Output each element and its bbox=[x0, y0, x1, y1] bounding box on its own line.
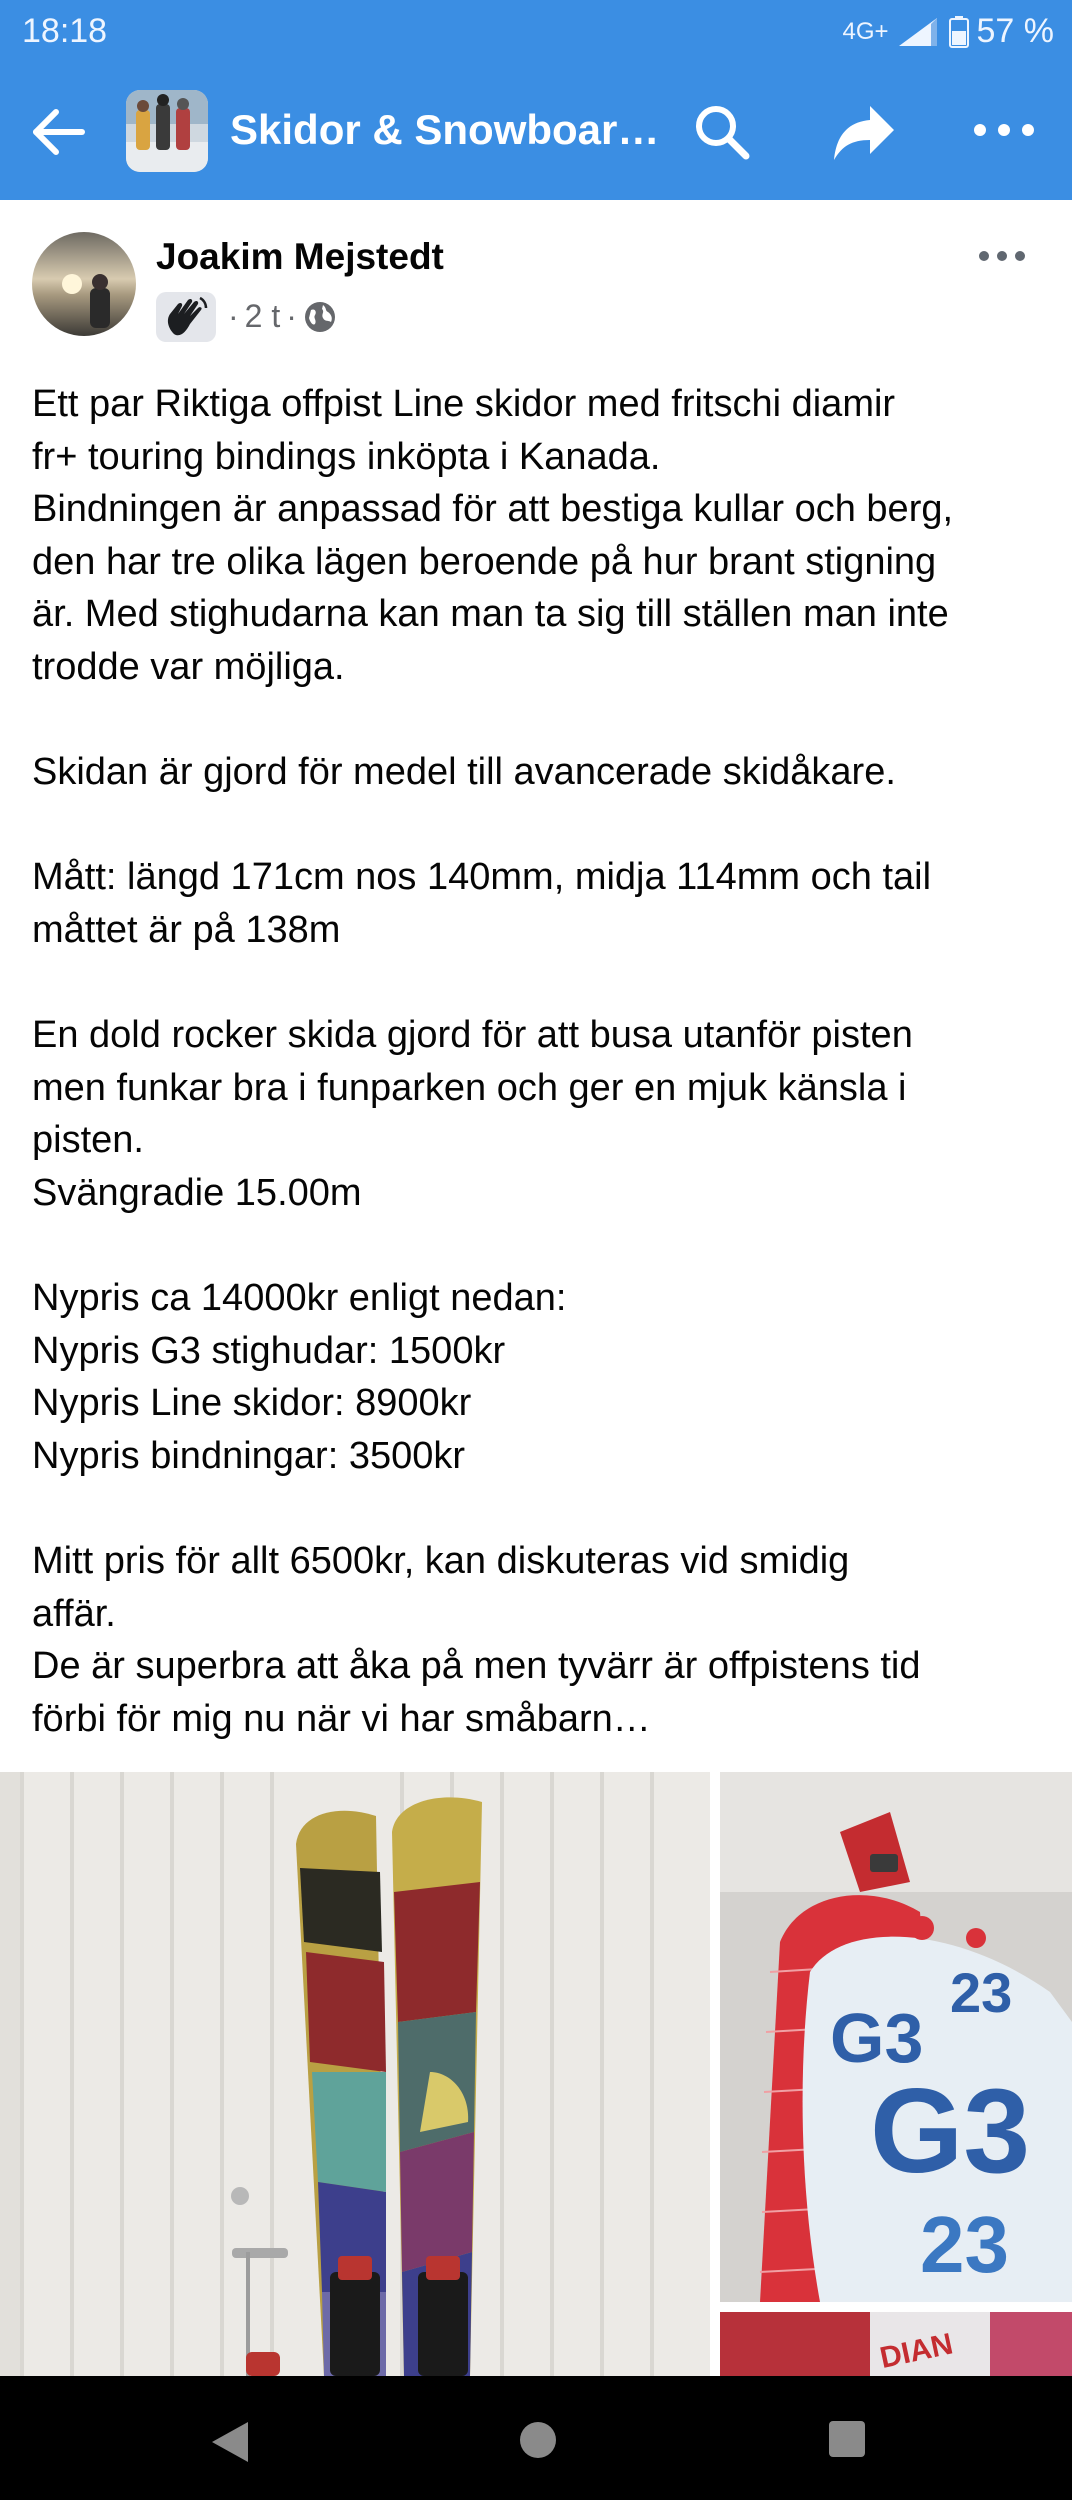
post-line-gap bbox=[32, 1220, 1052, 1273]
post-line: måttet är på 138m bbox=[32, 908, 341, 951]
svg-text:23: 23 bbox=[950, 1961, 1013, 2024]
meta-separator: · bbox=[286, 298, 297, 334]
post-line: förbi för mig nu när vi har småbarn… bbox=[32, 1697, 651, 1740]
post-line-gap bbox=[32, 799, 1052, 852]
post-more-icon[interactable] bbox=[978, 248, 1026, 264]
globe-icon bbox=[303, 300, 337, 334]
post-line-gap bbox=[32, 694, 1052, 747]
search-icon[interactable] bbox=[692, 102, 752, 162]
svg-text:G3: G3 bbox=[830, 1999, 924, 2077]
post-line: är. Med stighudarna kan man ta sig till ställen man inte bbox=[32, 593, 949, 636]
post-line: den har tre olika lägen beroende på hur brant stigning bbox=[32, 540, 937, 583]
post-line: Skidan är gjord för medel till avancerade skidåkare. bbox=[32, 751, 896, 794]
app-bar bbox=[0, 64, 1072, 200]
group-avatar[interactable] bbox=[126, 90, 208, 172]
status-time: 18:18 bbox=[22, 12, 108, 50]
post-meta bbox=[228, 298, 337, 335]
svg-text:23: 23 bbox=[920, 2200, 1009, 2289]
nav-back-icon[interactable] bbox=[208, 2420, 250, 2464]
nav-recent-apps-icon[interactable] bbox=[828, 2420, 866, 2458]
post-line: trodde var möjliga. bbox=[32, 645, 345, 688]
post-line-gap bbox=[32, 957, 1052, 1010]
author-name[interactable]: Joakim Mejstedt bbox=[156, 236, 444, 277]
group-title[interactable]: Skidor & Snowboar… bbox=[230, 106, 660, 153]
svg-text:DIAN: DIAN bbox=[877, 2327, 956, 2375]
post-photo-skins[interactable] bbox=[720, 1772, 1072, 2302]
post-line: Bindningen är anpassad för att bestiga kullar och berg, bbox=[32, 488, 954, 531]
svg-text:G3: G3 bbox=[870, 2064, 1031, 2198]
battery-percent: 57 % bbox=[976, 12, 1054, 50]
post-line: Ett par Riktiga offpist Line skidor med fritschi diamir bbox=[32, 383, 896, 425]
post-line: men funkar bra i funparken och ger en mjuk känsla i bbox=[32, 1066, 907, 1109]
post-photo-bindings[interactable] bbox=[720, 2312, 1072, 2376]
post-line: affär. bbox=[32, 1592, 116, 1635]
status-indicators bbox=[842, 12, 1054, 51]
system-nav-bar bbox=[0, 2376, 1072, 2500]
status-bar bbox=[0, 0, 1072, 64]
post-line: De är superbra att åka på men tyvärr är offpistens tid bbox=[32, 1645, 921, 1688]
post-line: Svängradie 15.00m bbox=[32, 1171, 362, 1214]
post-line: fr+ touring bindings inköpta i Kanada. bbox=[32, 435, 661, 478]
battery-icon bbox=[949, 16, 969, 48]
back-arrow-icon[interactable] bbox=[30, 104, 86, 160]
post-line: Mått: längd 171cm nos 140mm, midja 114mm och tail bbox=[32, 856, 932, 899]
post-line: Mitt pris för allt 6500kr, kan diskuteras vid smidig bbox=[32, 1540, 850, 1583]
post-line-gap bbox=[32, 1482, 1052, 1535]
post-text bbox=[32, 378, 1052, 1745]
signal-icon bbox=[897, 16, 941, 48]
meta-separator: · bbox=[228, 298, 239, 334]
more-icon[interactable] bbox=[972, 118, 1036, 142]
post-line: Nypris ca 14000kr enligt nedan: bbox=[32, 1277, 567, 1320]
waving-hand-icon bbox=[156, 292, 216, 342]
post-line: En dold rocker skida gjord för att busa utanför pisten bbox=[32, 1014, 913, 1057]
author-avatar[interactable] bbox=[32, 232, 136, 336]
nav-home-icon[interactable] bbox=[518, 2420, 558, 2460]
post-photo-skis[interactable] bbox=[0, 1772, 710, 2376]
share-icon[interactable] bbox=[832, 102, 896, 162]
post-line: pisten. bbox=[32, 1119, 144, 1162]
post-line: Nypris bindningar: 3500kr bbox=[32, 1434, 466, 1477]
post-line: Nypris Line skidor: 8900kr bbox=[32, 1382, 472, 1425]
post-line: Nypris G3 stighudar: 1500kr bbox=[32, 1329, 506, 1372]
network-type: 4G+ bbox=[842, 17, 889, 45]
post-time[interactable]: 2 t bbox=[244, 298, 281, 334]
